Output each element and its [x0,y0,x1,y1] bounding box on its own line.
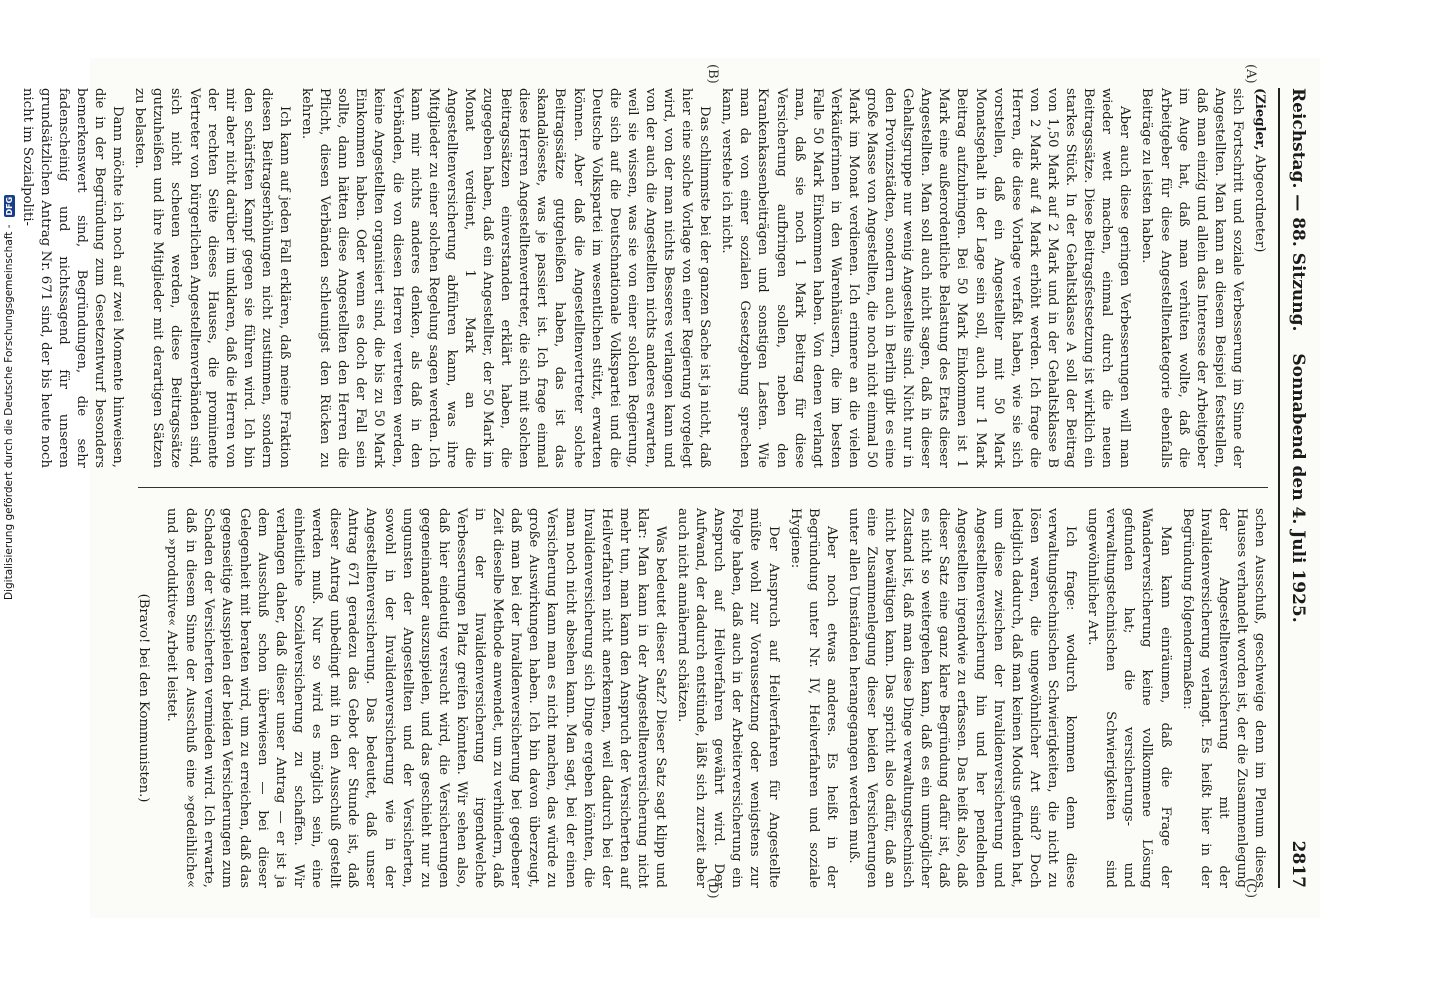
credit-text: Digitalisierung gefördert durch die Deutsche Forschungsgemeinschaft - [3,224,15,600]
right-column [130,508,1268,888]
margin-marker-d: (D) [705,878,720,899]
scanned-page [19,58,1320,918]
column-divider [138,487,1268,488]
interjection: (Bravo! bei den Kommunisten.) [136,593,152,803]
speaker-role: Abgeordneter) [1252,154,1267,253]
header-left: Reichstag. — 88. Sitzung. [1288,88,1308,332]
quotation: Man kann einräumen, daß die Frage der Wanderversicherung keine vollkommene Lösung gefunden hat; die versicherungs- und verwaltungstechnischen Schwierigkeiten sind ungewöhnlicher Art. [1085,508,1173,888]
margin-marker-a: (A) [1243,64,1258,84]
dfg-logo: DFG [4,196,14,216]
left-column [14,88,1268,468]
margin-marker-c: (C) [1243,878,1258,899]
page-header [1278,88,1310,888]
paragraph: Dann möchte ich noch auf zwei Momente hinweisen, die in der Begründung zum Gesetzentwurf besonders bemerkenswert sind, Begründungen, die sehr fadenscheinig und nichtssagend für unseren grundsätzlichen Antrag Nr. 671 sind, der bis heute noch nicht im Sozialpoliti- [19,88,126,468]
paragraph: Was bedeutet dieser Satz? Dieser Satz sagt klipp und klar: Man kann in der Angestelltenversicherung nicht mehr tun, man kann den Anspruch der Versicherten auf Heilverfahren nicht anerkennen, weil dadurch bei der Invalidenversicherung sich Dinge ergeben könnten, die man noch nicht absehen kann. Man sagt, bei der einen Versicherung kann man es nicht machen, das würde zu große Auswirkungen haben. Ich bin davon überzeugt, daß man bei der Invalidenversicherung bei gegebener Zeit dieselbe Methode anwendet, um zu verhindern, daß in der Invalidenversicherung irgendwelche Verbesserungen Platz greifen könnten. Wir sehen also, daß hier eindeutig versucht wird, die Versicherungen gegeneinander auszuspielen, und das geschieht nur zu ungunsten der Angestellten und der Versicherten, sowohl in der Invalidenversicherung wie in der Angestelltenversicherung. Das bedeutet, daß unser Antrag 671 geradezu das Gebot der Stunde ist, daß dieser Antrag unbedingt mit in den Ausschuß gestellt werden muß. Nur so wird es möglich sein, eine einheitliche Sozialversicherung zu schaffen. Wir verlangen daher, daß dieser unser Antrag — er ist ja dem Ausschuß schon überwiesen — bei dieser Gelegenheit mit beraten wird, um zu erreichen, daß das gegenseitige Ausspielen der beiden Versicherungen zum Schaden der Versicherten vermieden wird. Ich erwarte, daß in diesem Sinne der Ausschuß eine »gedeihliche« und »produktive« Arbeit leistet. [164,508,668,888]
paragraph: Ich kann auf jeden Fall erklären, daß meine Fraktion diesen Beitragserhöhungen nicht zustimmen, sondern den schärfsten Kampf gegen sie führen wird. Ich bin mir aber nicht darüber im unklaren, daß die Herren von der rechten Seite dieses Hauses, die prominente Vertreter von bürgerlichen Angestelltenverbänden sind, sich nicht scheuen werden, diese Beitragssätze gutzuheißen und ihre Mitglieder mit derartigen Sätzen zu belasten. [132,88,293,468]
digitization-credit [2,196,16,600]
margin-marker-b: (B) [705,64,720,84]
paragraph: schen Ausschuß, geschweige denn im Plenum dieses Hauses verhandelt worden ist, der die Zusammenlegung der Angestelltenversicherung mit der Invalidenversicherung verlangt. Es heißt hier in der Begründung folgendermaßen: [1179,508,1267,888]
page-content-rotated [19,58,1320,918]
speaker-line [1250,88,1268,468]
speaker-name: (Ziegler, [1252,88,1267,151]
header-date: Sonnabend den 4. Juli 1925. [1288,353,1308,623]
paragraph: Aber auch diese geringen Verbesserungen will man wieder wett machen, einmal durch die neuen Beitragssätze. Diese Beitragsfestsetzung ist wirklich ein starkes Stück. In der Gehaltsklasse A soll der Beitrag von 1,50 Mark auf 2 Mark und in der Gehaltsklasse B von 2 Mark auf 4 Mark erhöht werden. Ich frage die Herren, die diese Vorlage verfaßt haben, wie sie sich vorstellen, daß ein Angestellter mit 50 Mark Monatsgehalt in der Lage sein soll, auch nur 1 Mark Beitrag aufzubringen. Bei 50 Mark Einkommen ist 1 Mark eine außerordentliche Belastung des Etats dieser Angestellten. Man soll auch nicht sagen, daß in dieser Gehaltsgruppe nur wenig Angestellte sind. Nicht nur in den Provinzstädten, sondern auch in Berlin gibt es eine große Masse von Angestellten, die noch nicht einmal 50 Mark im Monat verdienen. Ich erinnere an die vielen Verkäuferinnen in den Warenhäusern, die im besten Falle 50 Mark Einkommen haben. Von denen verlangt man, daß sie noch 1 Mark Beitrag für diese Versicherung aufbringen sollen, neben den Krankenkassenbeiträgen und sonstigen Lasten. Wie man da von einer sozialen Gesetzgebung sprechen kann, verstehe ich nicht. [719,88,1133,468]
paragraph: Ich frage: wodurch kommen denn diese verwaltungstechnischen Schwierigkeiten, die nicht zu lösen waren, die ungewöhnlicher Art sind? Doch lediglich dadurch, daß man keinen Modus gefunden hat, um diese zwischen der Invalidenversicherung und Angestelltenversicherung hin und her pendelnden Angestellten irgendwie zu erfassen. Das heißt also, daß dieser Satz eine ganz klare Begründung dafür ist, daß es nicht so weitergehen kann, daß es ein unmöglicher Zustand ist, daß man diese Dinge verwaltungstechnisch nicht bewältigen kann. Das spricht also dafür, daß an eine Zusammenlegung dieser beiden Versicherungen unter allen Umständen herangegangen werden muß. [845,508,1079,888]
paragraph: sich Fortschritt und soziale Verbesserung im Sinne der Angestellten. Man kann an diesem Beispiel feststellen, daß man einzig und allein das Interesse der Arbeitgeber im Auge hat, daß man verhüten wollte, daß die Arbeitgeber für diese Angestelltenkategorie ebenfalls Beiträge zu leisten haben. [1139,88,1245,468]
quotation: Der Anspruch auf Heilverfahren für Angestellte müßte wohl zur Voraussetzung oder wenigstens zur Folge haben, daß auch in der Arbeiterversicherung ein Anspruch auf Heilverfahren gewährt wird. Der Aufwand, der dadurch entstünde, läßt sich zurzeit aber auch nicht annähernd schätzen. [675,508,781,888]
paragraph: Aber noch etwas anderes. Es heißt in der Begründung unter Nr. IV, Heilverfahren und soziale Hygiene: [787,508,839,888]
page-number: 2817 [1288,840,1308,888]
paragraph: Das schlimmste bei der ganzen Sache ist ja nicht, daß hier eine solche Vorlage von einer Regierung vorgelegt wird, von der man nichts Besseres verlangen kann und von der auch die Angestellten nichts anderes erwarten, weil sie wissen, was sie von einer solchen Regierung, die sich auf die Deutschnationale Volkspartei und die Deutsche Volkspartei im wesentlichen stützt, erwarten können. Aber daß die Angestelltenvertreter solche Beitragssätze gutgeheißen haben, das ist das skandalöseste, was je passiert ist. Ich frage einmal diese Herren Angestelltenvertreter, die sich mit solchen Beitragssätzen einverstanden erklärt haben, die zugegeben haben, daß ein Angestellter, der 50 Mark im Monat verdient, 1 Mark an die Angestelltenversicherung abführen kann, was ihre Mitglieder zu einer solchen Regelung sagen werden. Ich kann mir nichts anderes denken, als daß in den Verbänden, die von diesen Herren vertreten werden, keine Angestellten organisiert sind, die bis zu 50 Mark Einkommen haben. Oder wenn es doch der Fall sein sollte, dann hätten diese Angestellten den Herren die Pflicht, diesen Verbänden schleunigst den Rücken zu kehren. [299,88,713,468]
